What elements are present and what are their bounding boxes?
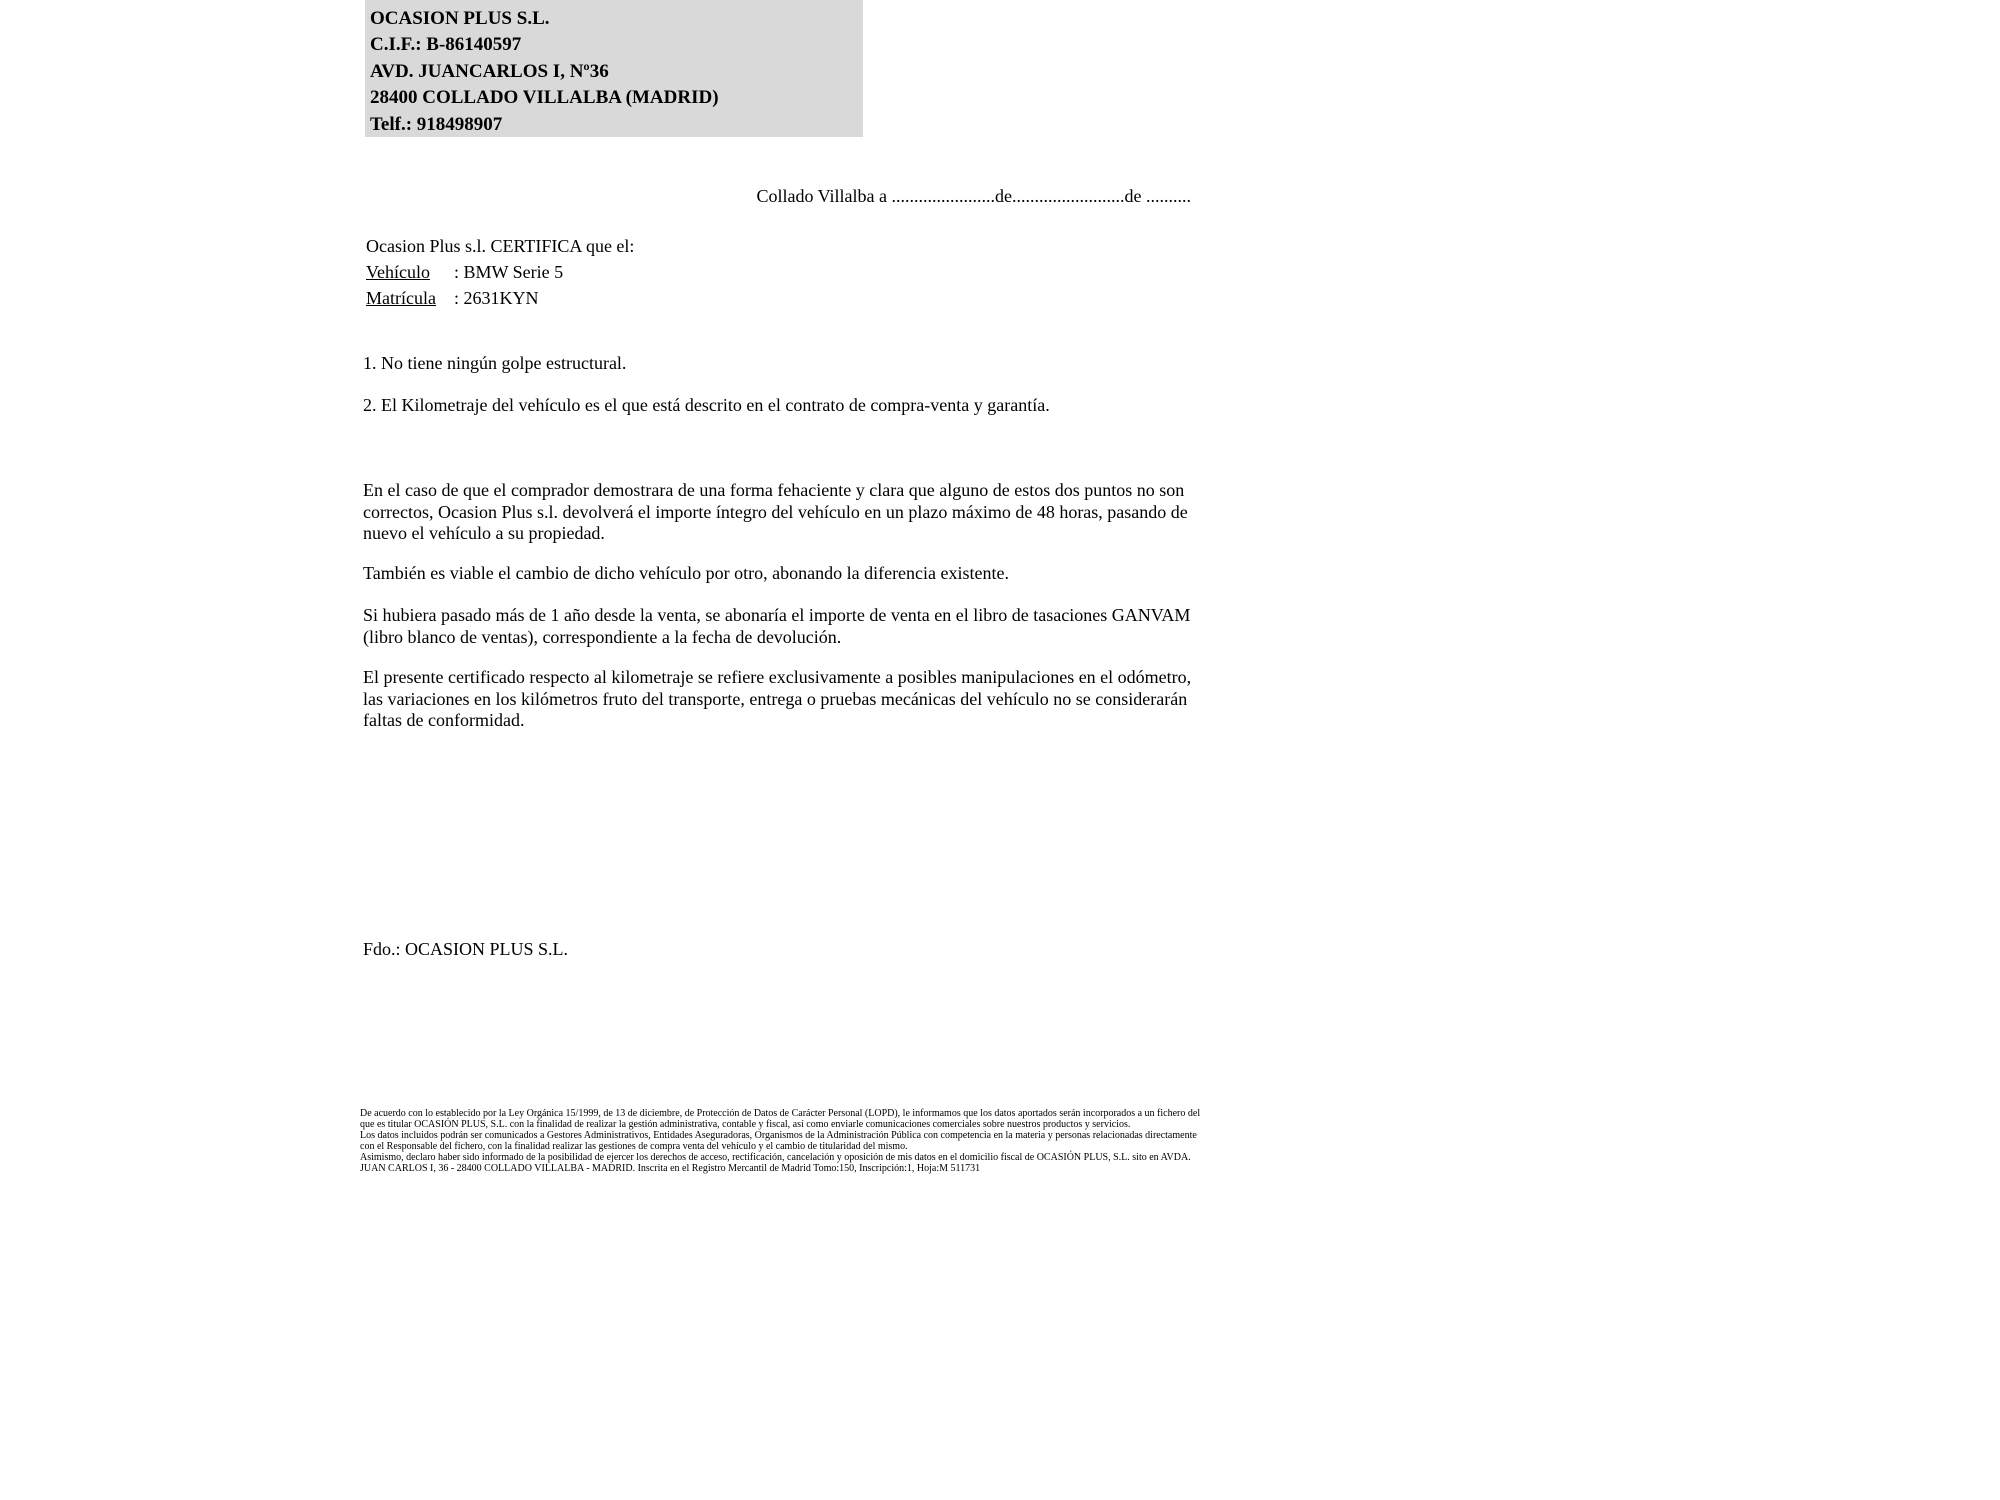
plate-value: : 2631KYN xyxy=(454,288,539,308)
vehicle-value: : BMW Serie 5 xyxy=(454,262,564,282)
point-2: 2. El Kilometraje del vehículo es el que está descrito en el contrato de compra-venta y garantía. xyxy=(363,395,1050,415)
plate-label-text: Matrícula xyxy=(366,288,436,308)
vehicle-row xyxy=(366,259,634,285)
paragraph-refund: En el caso de que el comprador demostrara de una forma fehaciente y clara que alguno de estos dos puntos no son correctos, Ocasion Plus s.l. devolverá el importe íntegro del vehículo en un plazo máximo de 48 horas, pasando de nuevo el vehículo a su propiedad. xyxy=(363,480,1188,544)
plate-label xyxy=(366,285,454,311)
legal-footer xyxy=(360,1108,1202,1174)
signature-line: Fdo.: OCASION PLUS S.L. xyxy=(363,939,569,959)
company-cif: C.I.F.: B-86140597 xyxy=(370,34,522,56)
point-1: 1. No tiene ningún golpe estructural. xyxy=(363,353,627,373)
legal-paragraph-rights: Asimismo, declaro haber sido informado de la posibilidad de ejercer los derechos de acceso, rectificación, cancelación y oposición de mis datos en el domicilio fiscal de OCASIÓN PLUS, S.L. sito en AVDA. JUAN CARLOS I, 36 - 28400 COLLADO VILLALBA - MADRID. Inscrita en el Registro Mercantil de Madrid Tomo:150, Inscripción:1, Hoja:M 511731 xyxy=(360,1152,1191,1174)
company-phone: Telf.: 918498907 xyxy=(370,113,503,135)
paragraph-exchange: También es viable el cambio de dicho vehículo por otro, abonando la diferencia existente. xyxy=(363,563,1010,583)
vehicle-label-text: Vehículo xyxy=(366,262,430,282)
company-name: OCASION PLUS S.L. xyxy=(370,8,550,29)
plate-row xyxy=(366,285,634,311)
paragraph-ganvam: Si hubiera pasado más de 1 año desde la venta, se abonaría el importe de venta en el libro de tasaciones GANVAM (libro blanco de ventas), correspondiente a la fecha de devolución. xyxy=(363,605,1191,647)
company-city: 28400 COLLADO VILLALBA (MADRID) xyxy=(370,87,719,109)
legal-paragraph-data-sharing: Los datos incluidos podrán ser comunicados a Gestores Administrativos, Entidades Aseguradoras, Organismos de la Administración Pública con competencia en la materia y personas relacionadas directamente con el Responsable del fichero, con la finalidad realizar las gestiones de compra venta del vehículo y el cambio de titularidad del mismo. xyxy=(360,1130,1197,1152)
date-line: Collado Villalba a .......................de.........................de .......... xyxy=(756,186,1191,206)
certify-intro: Ocasion Plus s.l. CERTIFICA que el: xyxy=(366,236,635,256)
company-address: AVD. JUANCARLOS I, Nº36 xyxy=(370,60,609,82)
certify-block xyxy=(366,233,634,311)
legal-paragraph-lopd: De acuerdo con lo establecido por la Ley Orgánica 15/1999, de 13 de diciembre, de Protección de Datos de Carácter Personal (LOPD), le informamos que los datos aportados serán incorporados a un fichero del que es titular OCASIÓN PLUS, S.L. con la finalidad de realizar la gestión administrativa, contable y fiscal, así como enviarle comunicaciones comerciales sobre nuestros productos y servicios. xyxy=(360,1108,1201,1130)
vehicle-label xyxy=(366,259,454,285)
paragraph-odometer: El presente certificado respecto al kilometraje se refiere exclusivamente a posibles manipulaciones en el odómetro, las variaciones en los kilómetros fruto del transporte, entrega o pruebas mecánicas del vehículo no se considerarán faltas de conformidad. xyxy=(363,667,1192,731)
company-header xyxy=(365,0,863,137)
